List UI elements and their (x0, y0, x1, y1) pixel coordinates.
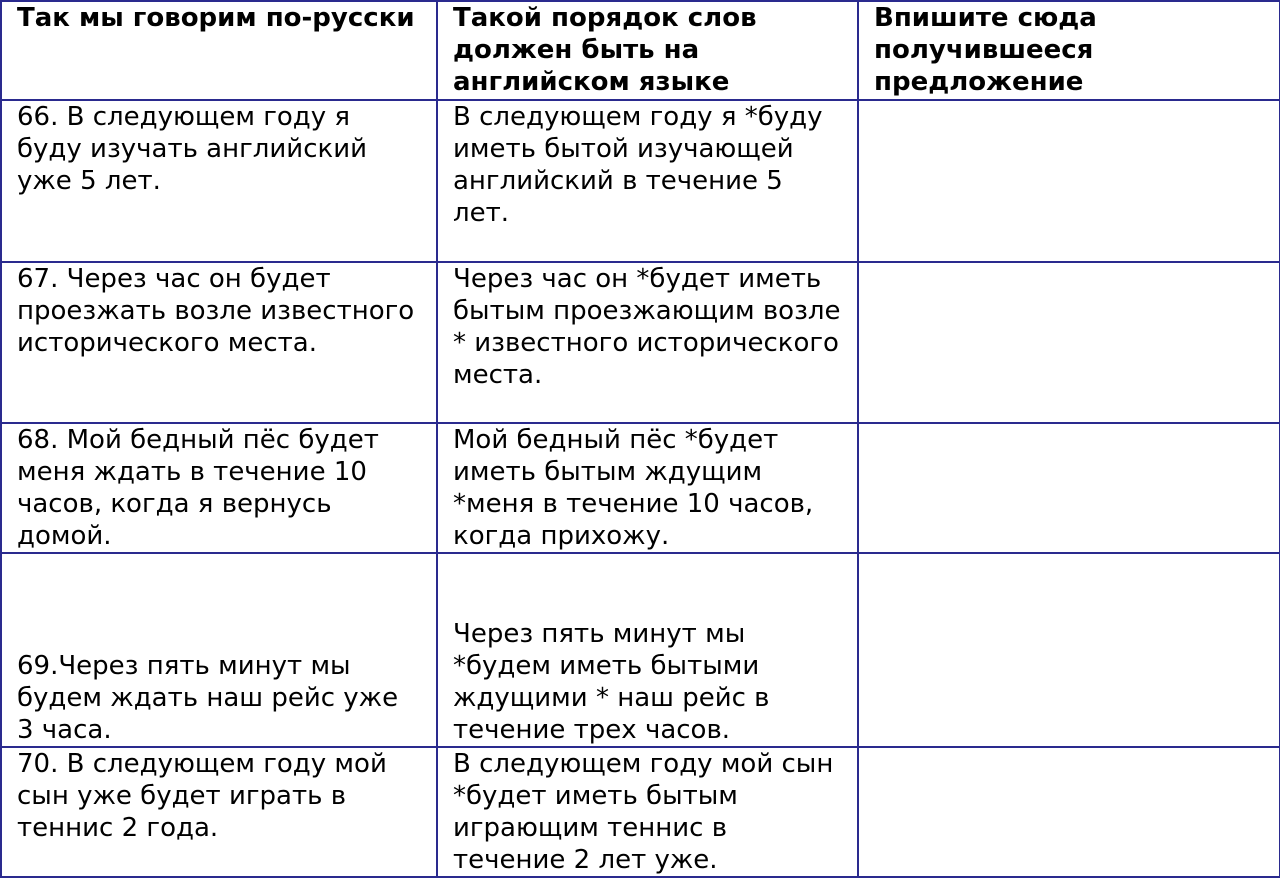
table-row (1, 747, 1280, 877)
header-word-order-text: Такой порядок слов должен быть на английском языке (453, 3, 757, 97)
header-russian-text: Так мы говорим по-русски (17, 3, 415, 33)
russian-sentence-cell (1, 262, 437, 423)
word-order-sentence: Мой бедный пёс *будет иметь бытым ждущим *меня в течение 10 часов, когда прихожу. (453, 425, 814, 551)
header-answer-text: Впишите сюда получившееся предложение (874, 3, 1097, 97)
word-order-cell (437, 553, 858, 747)
russian-sentence: 68. Мой бедный пёс будет меня ждать в течение 10 часов, когда я вернусь домой. (17, 425, 379, 551)
russian-sentence: 70. В следующем году мой сын уже будет играть в теннис 2 года. (17, 749, 387, 843)
header-word-order (437, 1, 858, 100)
russian-sentence: 69.Через пять минут мы будем ждать наш рейс уже 3 часа. (17, 651, 399, 745)
word-order-cell (437, 262, 858, 423)
table-row (1, 100, 1280, 262)
word-order-sentence: В следующем году я *буду иметь бытой изучающей английский в течение 5 лет. (453, 102, 823, 228)
header-answer (858, 1, 1280, 100)
word-order-sentence: В следующем году мой сын *будет иметь бытым играющим теннис в течение 2 лет уже. (453, 749, 834, 875)
russian-sentence-cell (1, 100, 437, 262)
answer-cell[interactable] (858, 423, 1280, 553)
russian-sentence: 66. В следующем году я буду изучать английский уже 5 лет. (17, 102, 367, 196)
answer-cell[interactable] (858, 553, 1280, 747)
word-order-sentence: Через пять минут мы *будем иметь бытыми ждущими * наш рейс в течение трех часов. (453, 619, 770, 745)
answer-cell[interactable] (858, 262, 1280, 423)
russian-sentence: 67. Через час он будет проезжать возле известного исторического места. (17, 264, 415, 358)
answer-cell[interactable] (858, 100, 1280, 262)
russian-sentence-cell (1, 747, 437, 877)
russian-sentence-cell (1, 553, 437, 747)
table-row (1, 423, 1280, 553)
word-order-cell (437, 100, 858, 262)
word-order-cell (437, 423, 858, 553)
header-russian (1, 1, 437, 100)
table-row (1, 262, 1280, 423)
word-order-sentence: Через час он *будет иметь бытым проезжающим возле * известного исторического места. (453, 264, 841, 390)
word-order-cell (437, 747, 858, 877)
russian-sentence-cell (1, 423, 437, 553)
answer-cell[interactable] (858, 747, 1280, 877)
table-row (1, 553, 1280, 747)
header-row (1, 1, 1280, 100)
